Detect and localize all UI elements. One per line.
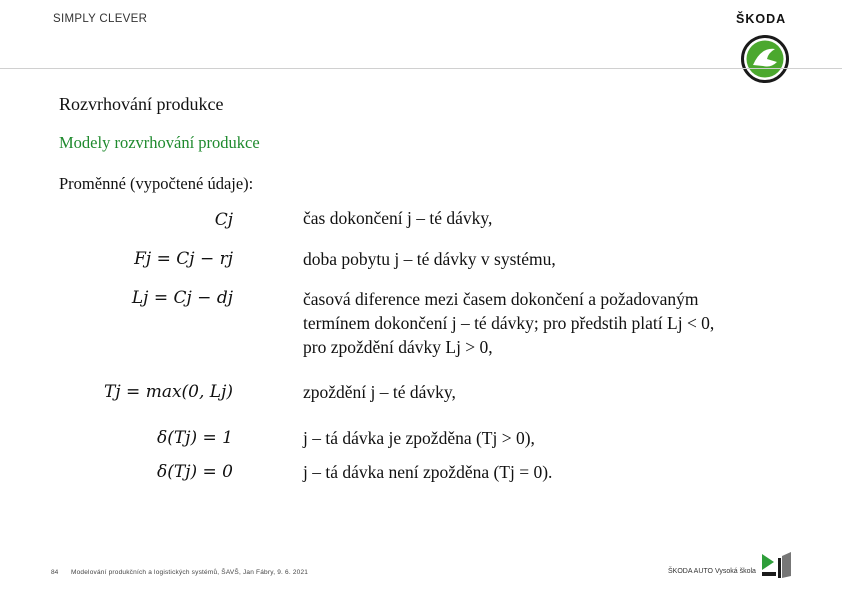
header-brand: ŠKODA	[736, 12, 787, 26]
desc-delta-ontime: j – tá dávka není zpožděna (Tj = 0).	[303, 462, 553, 482]
school-logo-icon	[760, 552, 792, 580]
desc-lj-line-3: pro zpoždění dávky Lj > 0,	[303, 337, 493, 357]
intro-text: Proměnné (vypočtené údaje):	[59, 174, 254, 193]
desc-cj: čas dokončení j – té dávky,	[303, 208, 493, 228]
skoda-logo-icon	[741, 35, 789, 83]
slide-title: Rozvrhování produkce	[59, 94, 224, 114]
footer-text: Modelování produkčních a logistických systémů, ŠAVŠ, Jan Fábry, 9. 6. 2021	[71, 569, 309, 576]
header-divider	[0, 68, 842, 69]
desc-delta-late: j – tá dávka je zpožděna (Tj > 0),	[303, 428, 535, 448]
footer-brand: ŠKODA AUTO Vysoká škola	[668, 568, 756, 575]
formula-fj: Fj = Cj − rj	[134, 249, 233, 269]
formula-delta-ontime: δ(Tj) = 0	[157, 462, 233, 482]
header-tagline: SIMPLY CLEVER	[53, 13, 148, 25]
formula-tj: Tj = max(0, Lj)	[104, 382, 233, 402]
desc-tj: zpoždění j – té dávky,	[303, 382, 456, 402]
slide-subtitle: Modely rozvrhování produkce	[59, 133, 260, 152]
desc-lj-line-2: termínem dokončení j – té dávky; pro předstih platí Lj < 0,	[303, 313, 715, 333]
desc-lj-line-1: časová diference mezi časem dokončení a požadovaným	[303, 289, 699, 309]
formula-cj: Cj	[214, 210, 233, 230]
formula-lj: Lj = Cj − dj	[131, 288, 233, 308]
page-number: 84	[51, 569, 59, 576]
desc-fj: doba pobytu j – té dávky v systému,	[303, 249, 556, 269]
formula-delta-late: δ(Tj) = 1	[157, 428, 233, 448]
